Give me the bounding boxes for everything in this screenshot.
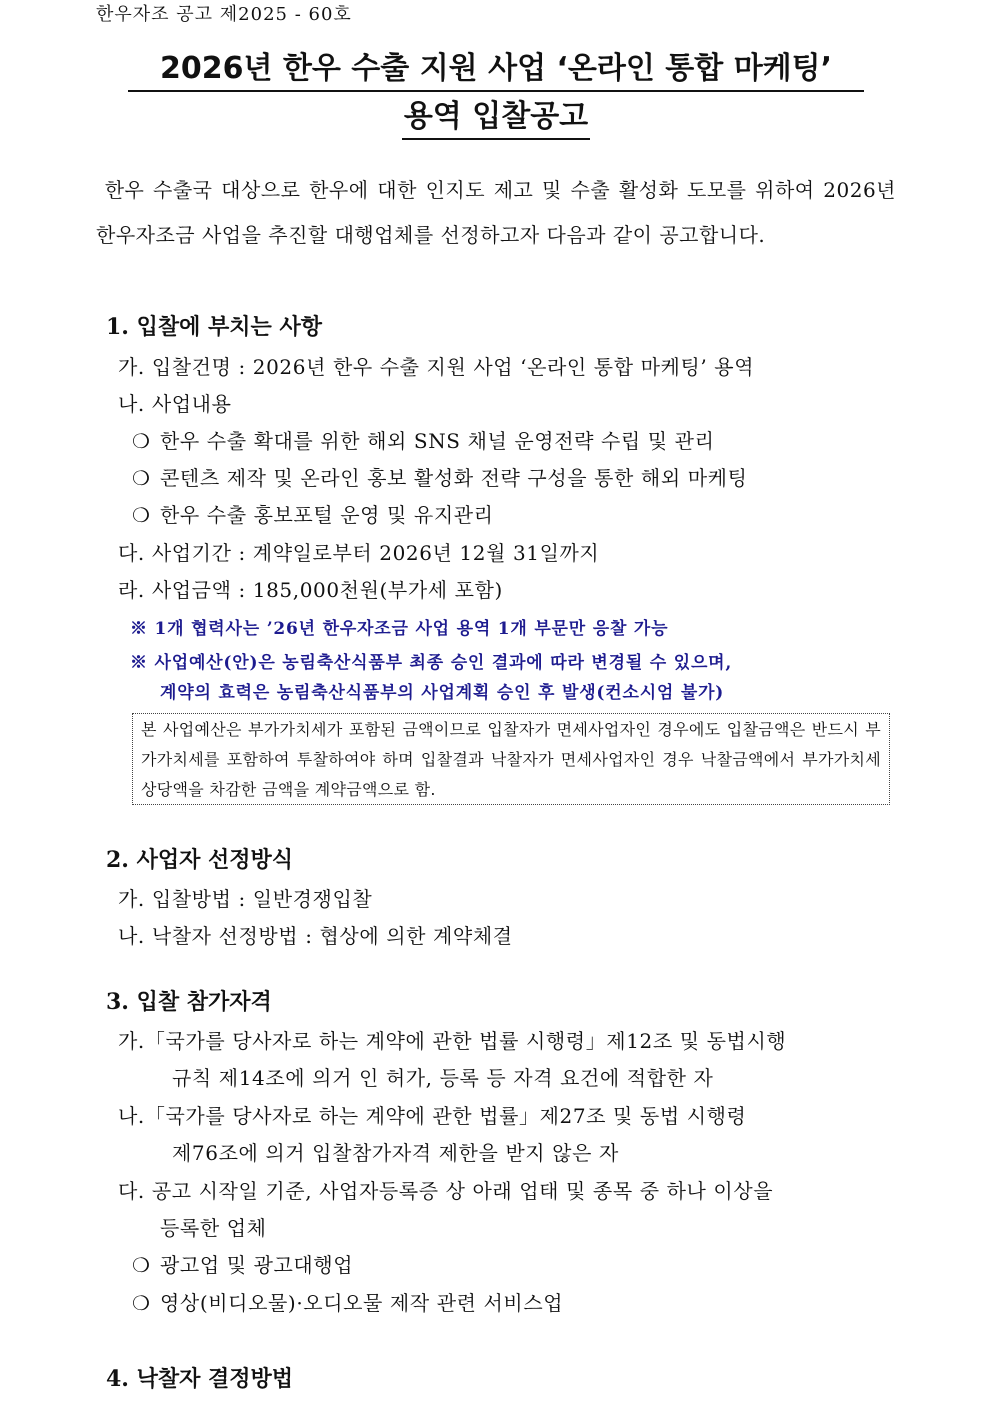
intro-text: 한우 수출국 대상으로 한우에 대한 인지도 제고 및 수출 활성화 도모를 위하여 2026년 한우자조금 사업을 추진할 대행업체를 선정하고자 다음과 같이 공고합니다.: [96, 178, 896, 247]
announcement-number: 한우자조 공고 제2025 - 60호: [96, 4, 352, 25]
section-1-heading: 1. 입찰에 부치는 사항: [106, 314, 322, 340]
s3-item-ga-line-2: 규칙 제14조에 의거 인 허가, 등록 등 자격 요건에 적합한 자: [172, 1066, 714, 1090]
s1-bullet-3: [132, 499, 494, 528]
document-title: [96, 48, 896, 140]
s1-item-ra: 라. 사업금액 : 185,000천원(부가세 포함): [118, 578, 503, 602]
s1-bullet-text: 콘텐츠 제작 및 온라인 홍보 활성화 전략 구성을 통한 해외 마케팅: [160, 466, 748, 490]
note-2-line-1: ※ 사업예산(안)은 농림축산식품부 최종 승인 결과에 따라 변경될 수 있으며,: [130, 653, 733, 673]
s1-item-da: 다. 사업기간 : 계약일로부터 2026년 12월 31일까지: [118, 541, 600, 565]
s1-bullet-text: 한우 수출 홍보포털 운영 및 유지관리: [160, 503, 494, 527]
s3-bullet-text: 영상(비디오물)·오디오물 제작 관련 서비스업: [160, 1291, 564, 1315]
s2-item-ga: 가. 입찰방법 : 일반경쟁입찰: [118, 887, 373, 911]
s1-bullet-1: [132, 425, 715, 454]
s2-item-na: 나. 낙찰자 선정방법 : 협상에 의한 계약체결: [118, 924, 513, 948]
note-2-line-2: 계약의 효력은 농림축산식품부의 사업계획 승인 후 발생(컨소시엄 불가): [160, 683, 725, 703]
vat-notice-box: 본 사업예산은 부가가치세가 포함된 금액이므로 입찰자가 면세사업자인 경우에도 입찰금액은 반드시 부가가치세를 포함하여 투찰하여야 하며 입찰결과 낙찰자가 면세사업자인 경우 낙찰금액에서 부가가치세 상당액을 차감한 금액을 계약금액으로 함.: [132, 713, 890, 805]
s3-item-ga-line-1: 가.「국가를 당사자로 하는 계약에 관한 법률 시행령」제12조 및 동법시행: [118, 1029, 787, 1053]
s3-item-da-line-2: 등록한 업체: [160, 1216, 267, 1240]
s1-bullet-2: [132, 462, 748, 491]
section-4-heading: 4. 낙찰자 결정방법: [106, 1366, 294, 1392]
circle-bullet-icon: ❍: [132, 1253, 151, 1277]
s3-bullet-text: 광고업 및 광고대행업: [160, 1253, 354, 1277]
circle-bullet-icon: ❍: [132, 503, 151, 527]
s3-bullet-1: [132, 1249, 353, 1278]
s1-item-na: 나. 사업내용: [118, 392, 232, 416]
title-line-1: 2026년 한우 수출 지원 사업 ‘온라인 통합 마케팅’: [128, 48, 864, 92]
circle-bullet-icon: ❍: [132, 1291, 151, 1315]
circle-bullet-icon: ❍: [132, 429, 151, 453]
s3-item-da-line-1: 다. 공고 시작일 기준, 사업자등록증 상 아래 업태 및 종목 중 하나 이상을: [118, 1179, 774, 1203]
note-1: ※ 1개 협력사는 ’26년 한우자조금 사업 용역 1개 부문만 응찰 가능: [130, 619, 669, 639]
title-line-2: 용역 입찰공고: [402, 96, 590, 140]
s1-item-ga: 가. 입찰건명 : 2026년 한우 수출 지원 사업 ‘온라인 통합 마케팅’ 용역: [118, 355, 755, 379]
s1-bullet-text: 한우 수출 확대를 위한 해외 SNS 채널 운영전략 수립 및 관리: [160, 429, 715, 453]
s3-item-na-line-1: 나.「국가를 당사자로 하는 계약에 관한 법률」제27조 및 동법 시행령: [118, 1104, 747, 1128]
intro-paragraph: [96, 168, 896, 258]
section-2-heading: 2. 사업자 선정방식: [106, 847, 294, 873]
s3-item-na-line-2: 제76조에 의거 입찰참가자격 제한을 받지 않은 자: [172, 1141, 619, 1165]
circle-bullet-icon: ❍: [132, 466, 151, 490]
section-3-heading: 3. 입찰 참가자격: [106, 989, 272, 1015]
s3-bullet-2: [132, 1287, 563, 1316]
